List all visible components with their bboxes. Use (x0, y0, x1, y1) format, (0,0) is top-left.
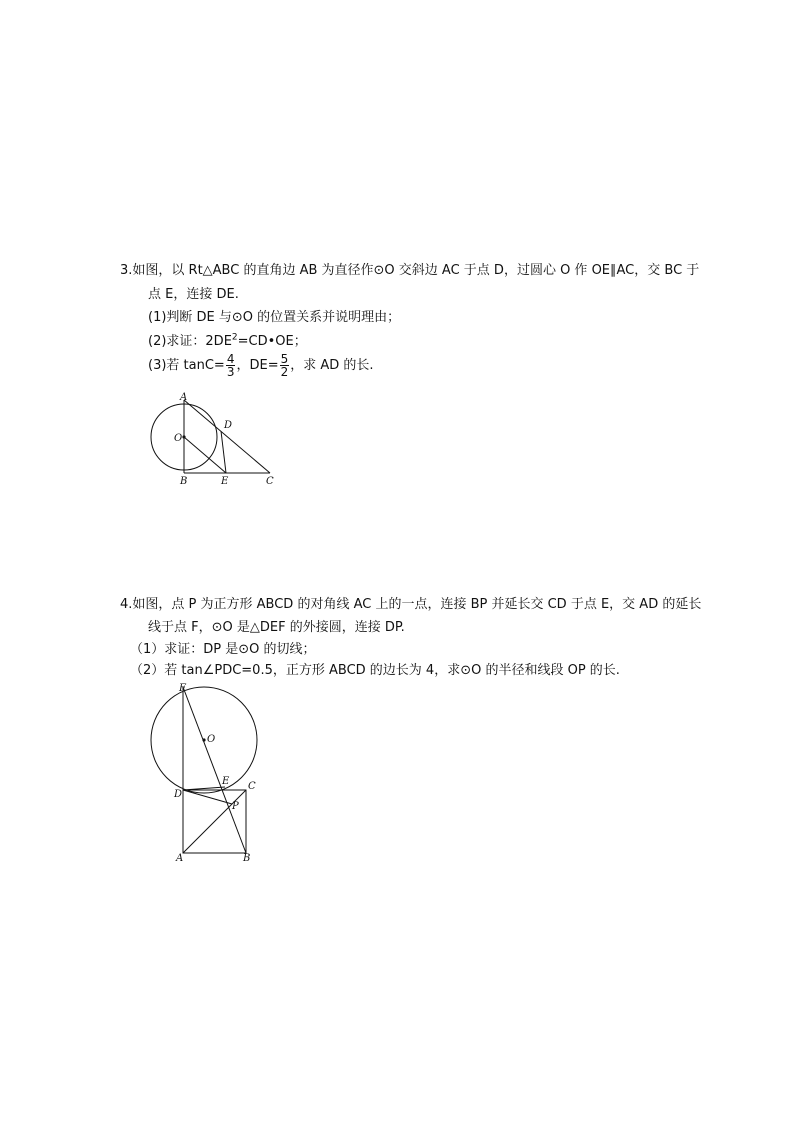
problem3-question2 (148, 333, 307, 351)
problem4-figure (145, 678, 265, 863)
label-d: D (174, 789, 183, 800)
label-e: E (221, 476, 229, 487)
label-c: C (266, 476, 274, 487)
label-d: D (224, 420, 233, 431)
problem4-question2: （2）若 tan∠PDC=0.5，正方形 ABCD 的边长为 4，求⊙O 的半径和线段 OP 的长. (130, 663, 620, 678)
segment-fb (183, 687, 246, 853)
tan-denominator: 3 (226, 365, 235, 379)
de-denominator: 2 (280, 365, 289, 379)
de-fraction (280, 353, 290, 378)
label-c: C (248, 781, 256, 792)
label-e: E (222, 776, 230, 787)
label-o: O (207, 734, 216, 745)
problem3-statement-line2: 点 E，连接 DE. (148, 287, 239, 302)
q3-suffix: ，求 AD 的长. (290, 358, 374, 373)
center-dot (182, 435, 185, 438)
problem4-statement-line1: 4.如图，点 P 为正方形 ABCD 的对角线 AC 上的一点，连接 BP 并延长交 CD 于点 E，交 AD 的延长 (120, 597, 702, 612)
segment-de (221, 431, 226, 473)
center-dot (202, 738, 205, 741)
de-numerator: 5 (280, 352, 289, 366)
problem4-statement-line2: 线于点 F，⊙O 是△DEF 的外接圆，连接 DP. (148, 620, 405, 635)
label-a: A (176, 853, 184, 864)
problem3-statement-line1: 3.如图，以 Rt△ABC 的直角边 AB 为直径作⊙O 交斜边 AC 于点 D，过圆心 O 作 OE∥AC，交 BC 于 (120, 263, 700, 278)
q3-middle: ，DE= (236, 358, 279, 373)
q2-prefix: (2)求证：2DE (148, 334, 232, 349)
label-p: P (232, 801, 239, 812)
q2-suffix: =CD•OE； (237, 334, 307, 349)
problem3-question1: (1)判断 DE 与⊙O 的位置关系并说明理由； (148, 310, 401, 325)
label-o: O (174, 433, 183, 444)
problem4-question1: （1）求证：DP 是⊙O 的切线； (130, 642, 316, 657)
label-f: F (179, 683, 186, 694)
problem3-figure (145, 390, 280, 485)
segment-ac (184, 400, 270, 473)
tan-numerator: 4 (226, 352, 235, 366)
q3-prefix: (3)若 tanC= (148, 358, 225, 373)
segment-oe (184, 437, 226, 473)
tan-fraction (226, 353, 236, 378)
label-a: A (180, 392, 188, 403)
label-b: B (243, 853, 251, 864)
label-b: B (180, 476, 188, 487)
q2-exponent: 2 (231, 332, 238, 343)
problem3-question3 (148, 352, 374, 380)
